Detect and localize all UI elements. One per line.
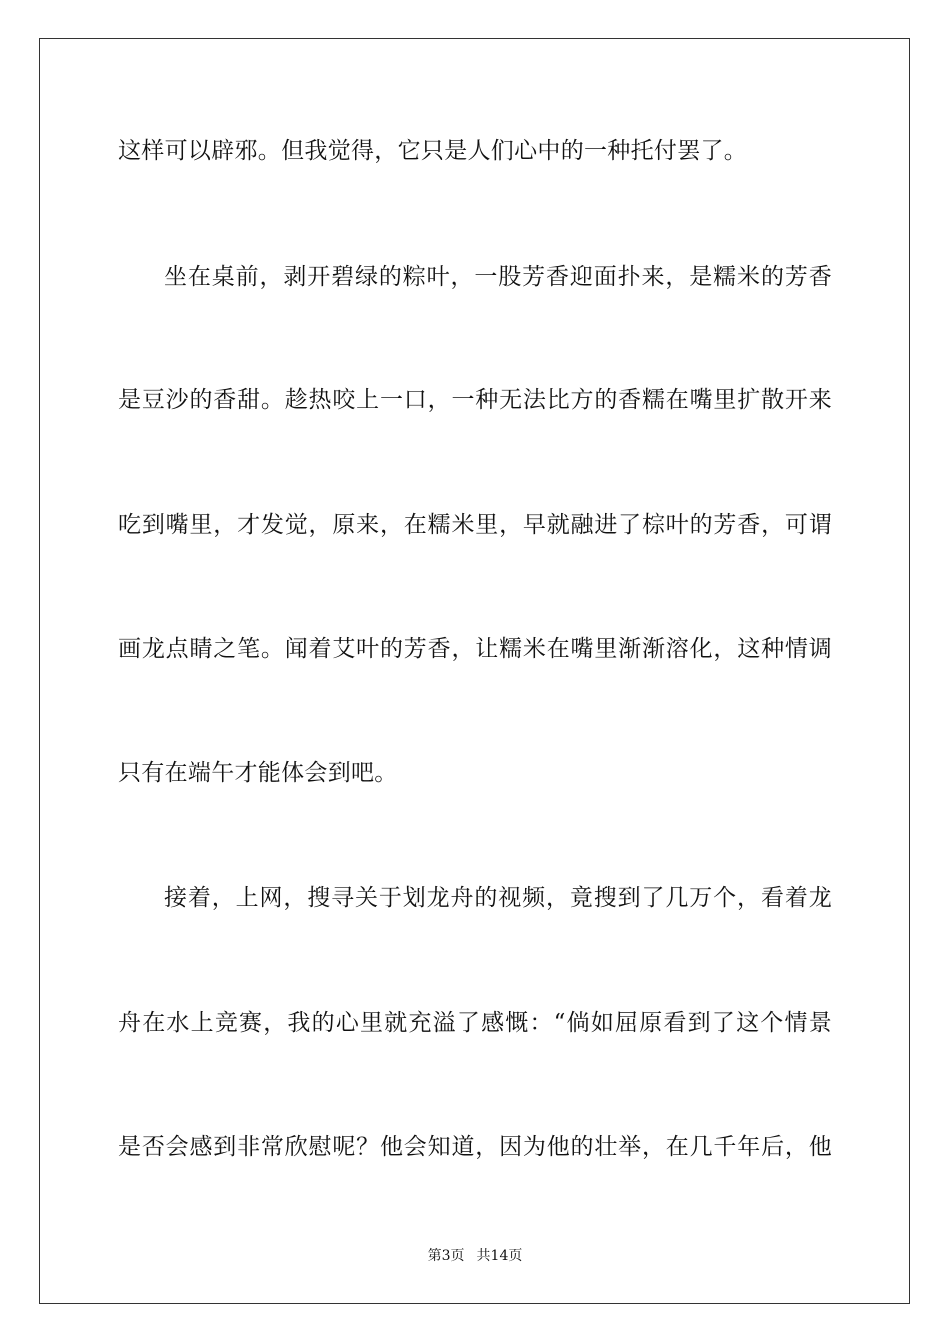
text-line-2: 坐在桌前，剥开碧绿的粽叶，一股芳香迎面扑来，是糯米的芳香 bbox=[164, 264, 832, 290]
text-line-7: 接着，上网，搜寻关于划龙舟的视频，竟搜到了几万个，看着龙 bbox=[164, 885, 832, 911]
page-total: 共14页 bbox=[476, 1248, 523, 1264]
text-line-8: 舟在水上竞赛，我的心里就充溢了感慨：“倘如屈原看到了这个情景 bbox=[118, 1010, 832, 1036]
text-line-5: 画龙点睛之笔。闻着艾叶的芳香，让糯米在嘴里渐渐溶化，这种情调 bbox=[118, 636, 832, 662]
text-line-1: 这样可以辟邪。但我觉得，它只是人们心中的一种托付罢了。 bbox=[118, 138, 748, 164]
text-line-3: 是豆沙的香甜。趁热咬上一口，一种无法比方的香糯在嘴里扩散开来 bbox=[118, 387, 832, 413]
text-line-9: 是否会感到非常欣慰呢？他会知道，因为他的壮举，在几千年后，他 bbox=[118, 1134, 832, 1160]
page-number: 第3页 bbox=[427, 1248, 465, 1264]
page-border bbox=[39, 38, 910, 1304]
page-footer bbox=[0, 1247, 950, 1265]
text-line-6: 只有在端午才能体会到吧。 bbox=[118, 760, 398, 786]
text-line-4: 吃到嘴里，才发觉，原来，在糯米里，早就融进了棕叶的芳香，可谓 bbox=[118, 512, 832, 538]
